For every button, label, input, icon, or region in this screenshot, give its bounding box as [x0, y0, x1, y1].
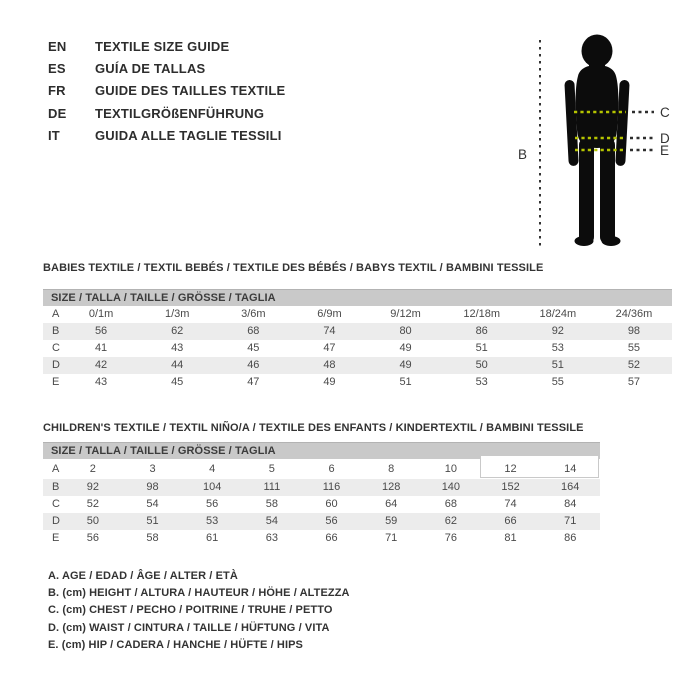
size-cell: 92	[86, 481, 99, 493]
size-row-d	[43, 513, 600, 530]
size-cell: 50	[86, 515, 99, 527]
size-cell: 86	[475, 325, 488, 337]
size-cell: 10	[444, 463, 457, 475]
size-cell: 53	[551, 342, 564, 354]
row-label: B	[52, 481, 60, 493]
size-cell: 45	[171, 376, 184, 388]
size-cell: 12	[504, 463, 517, 475]
size-cell: 56	[86, 532, 99, 544]
babies-table-title: BABIES TEXTILE / TEXTIL BEBÉS / TEXTILE DES BÉBÉS / BABYS TEXTIL / BAMBINI TESSILE	[43, 262, 544, 274]
size-row-b	[43, 479, 600, 496]
size-cell: 59	[385, 515, 398, 527]
size-cell: 62	[444, 515, 457, 527]
size-cell: 51	[399, 376, 412, 388]
size-cell: 152	[501, 481, 520, 493]
language-code: EN	[48, 38, 67, 54]
size-cell: 56	[206, 498, 219, 510]
size-cell: 42	[94, 359, 108, 371]
row-label: A	[52, 463, 60, 475]
size-cell: 3	[149, 463, 156, 475]
size-cell: 24/36m	[615, 308, 653, 320]
size-cell: 66	[504, 515, 517, 527]
size-cell: 52	[86, 498, 99, 510]
size-cell: 116	[322, 481, 341, 493]
size-cell: 62	[171, 325, 184, 337]
language-code: FR	[48, 83, 66, 99]
size-row-c	[43, 340, 672, 357]
size-cell: 84	[564, 498, 577, 510]
size-cell: 57	[627, 376, 641, 388]
size-cell: 58	[146, 532, 159, 544]
language-label: TEXTILE SIZE GUIDE	[95, 38, 230, 54]
size-cell: 104	[203, 481, 222, 493]
size-cell: 44	[171, 359, 184, 371]
size-cell: 49	[399, 342, 412, 354]
size-cell: 86	[564, 532, 577, 544]
chest-label: C	[660, 105, 670, 120]
size-row-b	[43, 323, 672, 340]
size-cell: 51	[551, 359, 564, 371]
size-cell: 74	[323, 325, 336, 337]
size-cell: 45	[247, 342, 260, 354]
size-cell: 43	[171, 342, 184, 354]
legend-row: C. (cm) CHEST / PECHO / POITRINE / TRUHE / PETTO	[48, 604, 333, 617]
size-cell: 56	[94, 325, 108, 337]
row-label: B	[52, 325, 60, 337]
row-label: C	[52, 342, 60, 354]
size-cell: 49	[399, 359, 412, 371]
size-cell: 47	[323, 342, 336, 354]
row-label: A	[52, 308, 60, 320]
size-cell: 98	[627, 325, 641, 337]
children-table-header: SIZE / TALLA / TAILLE / GRÖSSE / TAGLIA	[43, 442, 600, 459]
size-cell: 47	[247, 376, 260, 388]
size-cell: 2	[89, 463, 96, 475]
size-cell: 71	[564, 515, 577, 527]
size-cell: 128	[382, 481, 401, 493]
size-cell: 6	[328, 463, 335, 475]
language-label: GUIDE DES TAILLES TEXTILE	[95, 83, 286, 99]
size-cell: 58	[265, 498, 278, 510]
size-cell: 64	[385, 498, 398, 510]
size-cell: 14	[564, 463, 577, 475]
row-label: D	[52, 515, 60, 527]
size-cell: 54	[265, 515, 278, 527]
size-cell: 46	[247, 359, 260, 371]
row-label: D	[52, 359, 60, 371]
size-cell: 3/6m	[241, 308, 266, 320]
size-cell: 140	[441, 481, 461, 493]
size-row-a	[43, 306, 672, 323]
size-cell: 164	[561, 481, 580, 493]
language-row	[48, 57, 285, 79]
size-cell: 92	[551, 325, 564, 337]
size-cell: 61	[206, 532, 219, 544]
size-cell: 66	[325, 532, 338, 544]
height-label: B	[518, 147, 528, 162]
size-cell: 52	[627, 359, 641, 371]
babies-size-table	[43, 289, 672, 391]
legend-row: D. (cm) WAIST / CINTURA / TAILLE / HÜFTUNG / VITA	[48, 621, 330, 634]
size-cell: 98	[146, 481, 159, 493]
babies-section	[43, 261, 672, 391]
size-cell: 60	[325, 498, 338, 510]
hip-label: E	[660, 143, 670, 158]
language-code: IT	[48, 127, 60, 143]
size-cell: 71	[385, 532, 398, 544]
legend-row: A. AGE / EDAD / ÂGE / ALTER / ETÀ	[48, 570, 238, 582]
size-cell: 1/3m	[164, 308, 190, 320]
size-cell: 41	[94, 342, 108, 354]
size-cell: 9/12m	[390, 308, 421, 320]
size-cell: 111	[263, 481, 281, 493]
size-cell: 50	[475, 359, 488, 371]
size-cell: 53	[475, 376, 488, 388]
size-cell: 43	[94, 376, 108, 388]
children-section	[43, 421, 600, 547]
size-cell: 53	[206, 515, 219, 527]
babies-table-header: SIZE / TALLA / TAILLE / GRÖSSE / TAGLIA	[43, 289, 672, 306]
measurement-legend	[48, 570, 350, 656]
size-cell: 54	[146, 498, 159, 510]
size-cell: 63	[265, 532, 278, 544]
size-cell: 74	[504, 498, 517, 510]
size-row-e	[43, 530, 600, 547]
waist-label: D	[660, 131, 670, 146]
language-label: GUÍA DE TALLAS	[95, 60, 206, 76]
size-cell: 12/18m	[463, 308, 501, 320]
language-label: GUIDA ALLE TAGLIE TESSILI	[95, 127, 282, 143]
size-row-a	[43, 459, 600, 479]
size-cell: 8	[388, 463, 395, 475]
language-code: ES	[48, 60, 66, 76]
language-row	[48, 80, 285, 102]
size-cell: 55	[551, 376, 564, 388]
size-row-d	[43, 357, 672, 374]
size-cell: 6/9m	[317, 308, 342, 320]
size-cell: 55	[627, 342, 641, 354]
children-table-title: CHILDREN'S TEXTILE / TEXTIL NIÑO/A / TEXTILE DES ENFANTS / KINDERTEXTIL / BAMBINI TESSILE	[43, 422, 584, 434]
legend-row: B. (cm) HEIGHT / ALTURA / HAUTEUR / HÖHE / ALTEZZA	[48, 587, 350, 600]
row-label: E	[52, 532, 60, 544]
language-list	[48, 35, 285, 146]
child-silhouette-figure	[508, 28, 698, 263]
size-cell: 80	[399, 325, 412, 337]
size-cell: 68	[444, 498, 457, 510]
size-cell: 81	[504, 532, 517, 544]
row-label: C	[52, 498, 60, 510]
size-cell: 76	[444, 532, 457, 544]
size-cell: 0/1m	[88, 308, 114, 320]
language-row	[48, 102, 285, 124]
size-cell: 51	[146, 515, 159, 527]
children-size-table	[43, 442, 600, 547]
toddler-silhouette	[564, 35, 629, 247]
size-cell: 4	[209, 463, 216, 475]
language-label: TEXTILGRÖßENFÜHRUNG	[95, 105, 265, 121]
size-cell: 49	[323, 376, 336, 388]
row-label: E	[52, 376, 60, 388]
language-code: DE	[48, 105, 67, 121]
size-cell: 18/24m	[539, 308, 577, 320]
language-row	[48, 35, 285, 57]
size-cell: 68	[247, 325, 260, 337]
language-row	[48, 124, 285, 146]
size-cell: 51	[475, 342, 488, 354]
size-row-e	[43, 374, 672, 391]
size-cell: 48	[323, 359, 336, 371]
size-cell: 5	[268, 463, 275, 475]
legend-row: E. (cm) HIP / CADERA / HANCHE / HÜFTE / HIPS	[48, 638, 303, 651]
size-cell: 56	[325, 515, 338, 527]
size-row-c	[43, 496, 600, 513]
